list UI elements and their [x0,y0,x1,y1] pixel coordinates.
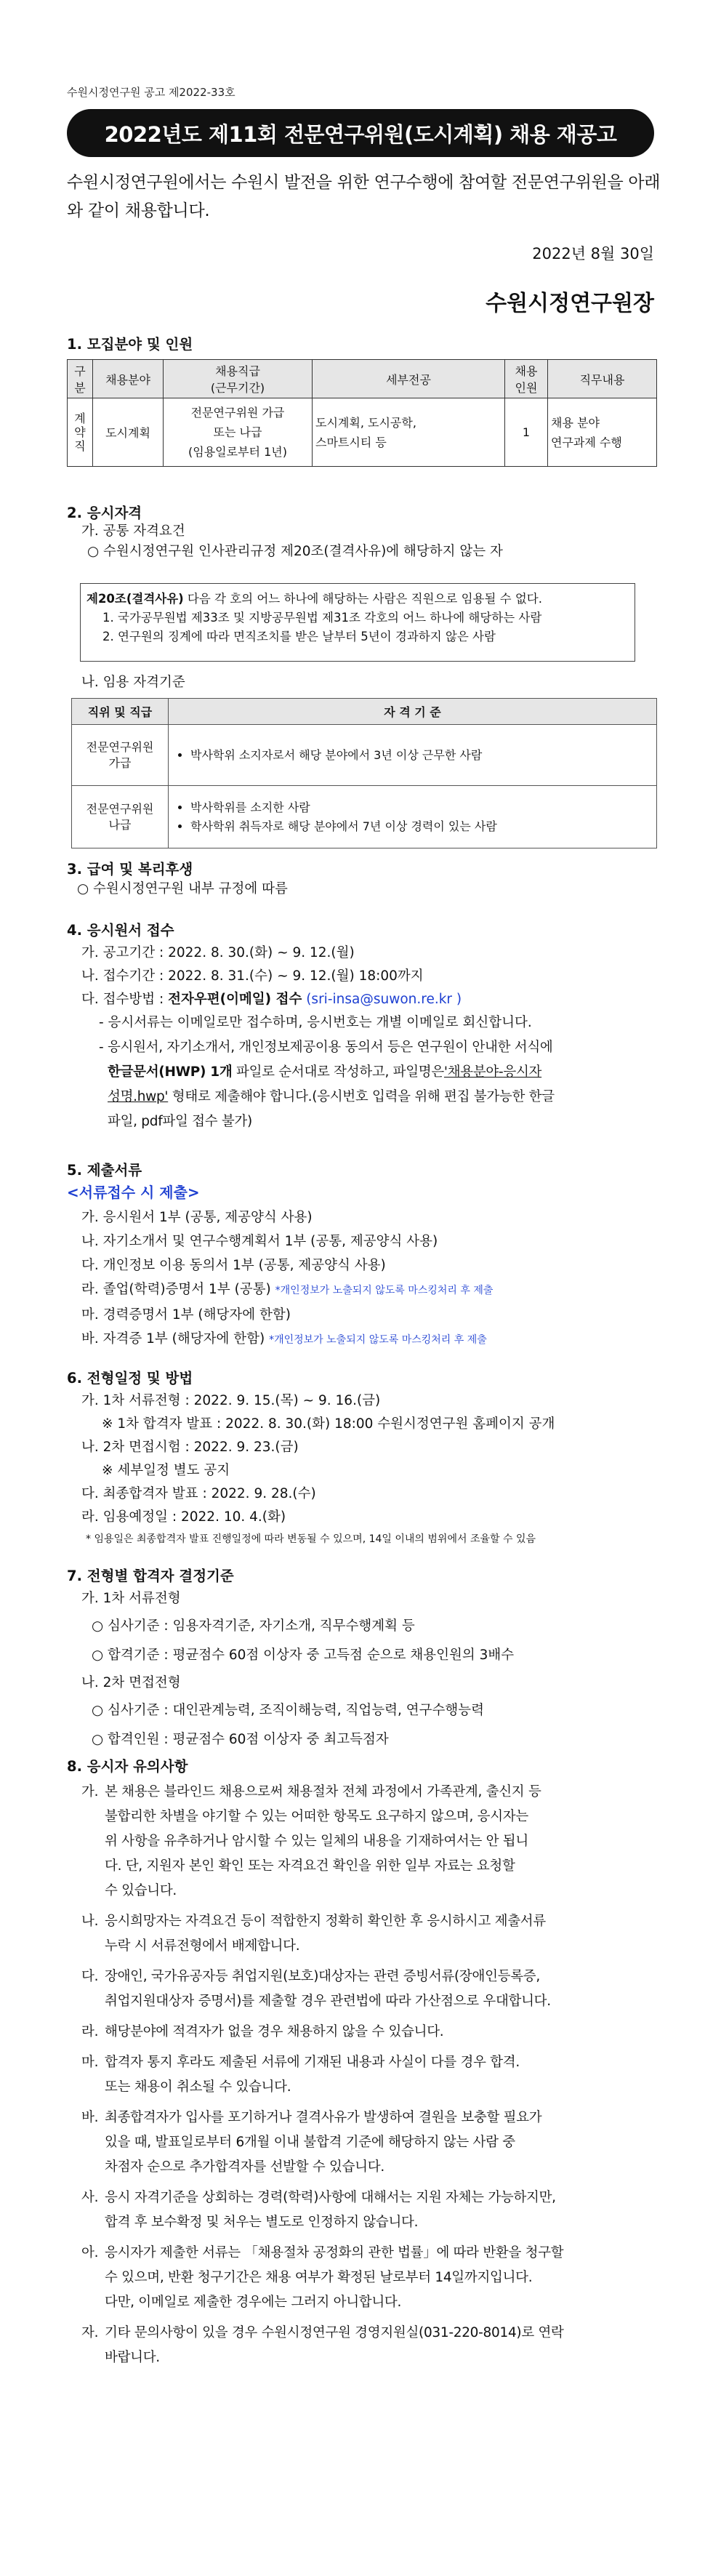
list-item [81,2186,656,2235]
section-4-c-method: 전자우편(이메일) 접수 [168,992,302,1007]
list-item-line: 기타 문의사항이 있을 경우 수원시정연구원 경영지원실(031-220-8014)로 연락 [105,2325,564,2340]
section-4-d2-line1: - 응시원서, 자기소개서, 개인정보제공이용 동의서 등은 연구원이 안내한 서식에 [99,1040,553,1055]
table-header-cell: 직위 및 직급 [72,699,169,725]
list-marker: 사. [81,2190,99,2205]
table-row [72,786,657,848]
table-header-cell: 직무내용 [548,360,657,398]
list-item-line: 취업지원대상자 증명서)를 제출할 경우 관련법에 따라 가산점으로 우대합니다. [105,1994,551,2009]
section-6-b: 나. 2차 면접시험 : 2022. 9. 23.(금) [81,1440,299,1455]
section-7-b: 나. 2차 면접전형 [81,1675,181,1690]
table-cell: 전문연구위원 가급 [72,725,169,786]
list-item-line: 합격자 통지 후라도 제출된 서류에 기재된 내용과 사실이 다를 경우 합격. [105,2055,520,2070]
list-item [81,2321,656,2370]
section-4-d2-line3: 형태로 제출해야 합니다.(응시번호 입력을 위해 편집 불가능한 한글 [168,1089,555,1104]
section-5-sub: <서류접수 시 제출> [67,1184,200,1201]
list-item-line: 최종합격자가 입사를 포기하거나 결격사유가 발생하여 결원을 보충할 필요가 [105,2110,542,2125]
list-item-text: 라. 졸업(학력)증명서 1부 (공통) [81,1282,275,1297]
section-2-a1: ○ 수원시정연구원 인사관리규정 제20조(결격사유)에 해당하지 않는 자 [87,544,503,559]
table-cell: 도시계획 [93,398,164,467]
list-item-line: 다. 단, 지원자 본인 확인 또는 자격요건 확인을 위한 일부 자료는 요청할 [105,1858,515,1874]
list-marker: 나. [81,1914,99,1929]
list-item [81,2020,656,2045]
section-6-b-note: ※ 세부일정 별도 공지 [102,1463,230,1478]
issuer-name: 수원시정연구원장 [486,291,654,316]
list-marker: 아. [81,2245,99,2260]
section-4-c-label: 다. 접수방법 : [81,992,169,1007]
list-item [81,1327,493,1352]
list-item-body [105,2106,541,2180]
section-7-a: 가. 1차 서류전형 [81,1591,181,1606]
table-cell: 전문연구위원 나급 [72,786,169,848]
section-6-a-note: ※ 1차 합격자 발표 : 2022. 8. 30.(화) 18:00 수원시정연구원 홈페이지 공개 [102,1416,555,1432]
list-marker: 바. [81,2110,99,2125]
section-3-heading: 3. 급여 및 복리후생 [67,861,193,878]
list-item-body [105,1780,541,1903]
list-marker: 라. [81,2024,99,2039]
table-row [68,398,657,467]
section-4-d2-line4: 파일, pdf파일 접수 불가) [108,1114,252,1129]
section-7-heading: 7. 전형별 합격자 결정기준 [67,1568,234,1584]
qualification-table [71,698,657,848]
list-item: 마. 경력증명서 1부 (해당자에 한함) [81,1307,291,1323]
list-marker: 마. [81,2055,99,2070]
list-item [81,1277,493,1303]
list-item-line: 응시 자격기준을 상회하는 경력(학력)사항에 대해서는 지원 자체는 가능하지만, [105,2190,556,2205]
list-item-line: 차점자 순으로 추가합격자를 선발할 수 있습니다. [105,2159,384,2175]
list-item-body [105,1909,546,1959]
notes-list [81,1780,656,2376]
page-title: 2022년도 제11회 전문연구위원(도시계획) 채용 재공고 [67,109,654,157]
list-item [81,2050,656,2100]
section-4-d2 [99,1035,658,1134]
box-title: 제20조(결격사유) [86,592,184,606]
section-4-d1: - 응시서류는 이메일로만 접수하며, 응시번호는 개별 이메일로 회신합니다. [99,1015,532,1030]
document-list [81,1205,493,1352]
list-item-line: 장애인, 국가유공자등 취업지원(보호)대상자는 관련 증빙서류(장애인등록증, [105,1969,540,1984]
section-4-a: 가. 공고기간 : 2022. 8. 30.(화) ~ 9. 12.(월) [81,945,355,960]
list-item-body [105,2241,563,2315]
list-item-body [105,1965,551,2014]
table-header-row [68,360,657,398]
section-7-b2: ○ 합격인원 : 평균점수 60점 이상자 중 최고득점자 [92,1732,389,1747]
list-item-body [105,2020,443,2045]
list-marker: 자. [81,2325,99,2340]
table-cell: 전문연구위원 가급 또는 나급 (임용일로부터 1년) [164,398,313,467]
list-item-text: 바. 자격증 1부 (해당자에 한함) [81,1331,270,1347]
section-6-heading: 6. 전형일정 및 방법 [67,1370,193,1387]
list-item [81,1909,656,1959]
table-header-cell: 채용 인원 [505,360,548,398]
table-cell [169,786,657,848]
box-item-2: 2. 연구원의 징계에 따라 면직조치를 받은 날부터 5년이 경과하지 않은 사람 [102,630,496,643]
table-header-row [72,699,657,725]
list-item-body [105,2186,556,2235]
notice-date: 2022년 8월 30일 [532,245,654,262]
filename-format-1: '채용분야-응시자 [443,1064,542,1080]
section-2-heading: 2. 응시자격 [67,505,142,521]
section-2-a: 가. 공통 자격요건 [81,523,185,539]
list-item: 가. 응시원서 1부 (공통, 제공양식 사용) [81,1210,313,1225]
list-item: 나. 자기소개서 및 연구수행계획서 1부 (공통, 제공양식 사용) [81,1234,438,1249]
box-text: 다음 각 호의 어느 하나에 해당하는 사람은 직원으로 임용될 수 없다. [183,592,542,606]
table-header-cell: 세부전공 [313,360,505,398]
table-header-cell: 채용직급 (근무기간) [164,360,313,398]
list-item-line: 수 있으며, 반환 청구기간은 채용 여부가 확정된 날로부터 14일까지입니다. [105,2270,533,2285]
section-7-a1: ○ 심사기준 : 임용자격기준, 자기소개, 직무수행계획 등 [92,1618,415,1634]
section-6-d: 라. 임용예정일 : 2022. 10. 4.(화) [81,1509,286,1525]
section-2-b: 나. 임용 자격기준 [81,675,185,690]
list-item-line: 본 채용은 블라인드 채용으로써 채용절차 전체 과정에서 가족관계, 출신지 등 [105,1784,541,1799]
section-7-a2: ○ 합격기준 : 평균점수 60점 이상자 중 고득점 순으로 채용인원의 3배수 [92,1648,515,1663]
list-item-line: 합격 후 보수확정 및 처우는 별도로 인정하지 않습니다. [105,2215,419,2230]
intro-text: 수원시정연구원에서는 수원시 발전을 위한 연구수행에 참여할 전문연구위원을 아래와 같이 채용합니다. [67,173,661,220]
list-item [81,1780,656,1903]
list-item-line: 해당분야에 적격자가 없을 경우 채용하지 않을 수 있습니다. [105,2024,444,2039]
list-item-line: 있을 때, 발표일로부터 6개월 이내 불합격 기준에 해당하지 않는 사람 중 [105,2135,515,2150]
section-4-b: 나. 접수기간 : 2022. 8. 31.(수) ~ 9. 12.(월) 18:00까지 [81,968,424,984]
section-4-heading: 4. 응시원서 접수 [67,922,174,939]
list-item: • 학사학위 취득자로 해당 분야에서 7년 이상 경력이 있는 사람 [190,817,650,836]
list-marker: 다. [81,1969,99,1984]
list-marker: 가. [81,1784,99,1799]
list-item-line: 누락 시 서류전형에서 배제합니다. [105,1938,300,1954]
table-cell: 도시계획, 도시공학, 스마트시티 등 [313,398,505,467]
list-item-body [105,2321,564,2370]
table-cell: 1 [505,398,548,467]
section-1-heading: 1. 모집분야 및 인원 [67,336,193,353]
section-4-d2-line2: 파일로 순서대로 작성하고, 파일명은 [232,1064,444,1080]
list-item-line: 응시희망자는 자격요건 등이 적합한지 정확히 확인한 후 응시하시고 제출서류 [105,1914,546,1929]
list-item [81,1965,656,2014]
section-5-heading: 5. 제출서류 [67,1162,142,1179]
table-cell: 채용 분야 연구과제 수행 [548,398,657,467]
table-row [72,725,657,786]
recruitment-table [67,359,657,467]
list-item-body [105,2050,520,2100]
list-item: • 박사학위를 소지한 사람 [190,798,650,817]
list-item [81,2241,656,2315]
list-item-line: 바랍니다. [105,2350,160,2365]
table-header-cell: 자 격 기 준 [169,699,657,725]
section-8-heading: 8. 응시자 유의사항 [67,1758,188,1775]
table-header-cell: 구분 [68,360,93,398]
section-6-d-note: * 임용일은 최종합격자 발표 진행일정에 따라 변동될 수 있으며, 14일 이내의 범위에서 조율할 수 있음 [86,1533,536,1545]
filename-format-2: 성명.hwp' [108,1089,169,1104]
list-item-line: 수 있습니다. [105,1883,177,1898]
list-item: 다. 개인정보 이용 동의서 1부 (공통, 제공양식 사용) [81,1258,386,1273]
table-cell: 계 약 직 [68,398,93,467]
section-6-c: 다. 최종합격자 발표 : 2022. 9. 28.(수) [81,1486,316,1501]
section-6-a: 가. 1차 서류전형 : 2022. 9. 15.(목) ~ 9. 16.(금) [81,1393,381,1408]
box-item-1: 1. 국가공무원법 제33조 및 지방공무원법 제31조 각호의 어느 하나에 해당하는 사람 [102,611,542,625]
list-item-line: 위 사항을 유추하거나 암시할 수 있는 일체의 내용을 기재하여서는 안 됩니 [105,1834,528,1849]
masking-note: *개인정보가 노출되지 않도록 마스킹처리 후 제출 [269,1334,487,1346]
contact-email: (sri-insa@suwon.re.kr ) [306,992,462,1007]
notice-number: 수원시정연구원 공고 제2022-33호 [67,86,235,99]
hwp-format: 한글문서(HWP) 1개 [108,1064,233,1080]
list-item [81,2106,656,2180]
list-item-line: 응시자가 제출한 서류는 「채용절차 공정화의 관한 법률」에 따라 반환을 청구할 [105,2245,564,2260]
section-7-b1: ○ 심사기준 : 대인관계능력, 조직이해능력, 직업능력, 연구수행능력 [92,1703,484,1718]
table-cell [169,725,657,786]
masking-note: *개인정보가 노출되지 않도록 마스킹처리 후 제출 [275,1285,494,1296]
disqualification-box [80,583,635,662]
table-header-cell: 채용분야 [93,360,164,398]
list-item-line: 다만, 이메일로 제출한 경우에는 그러지 아니합니다. [105,2295,402,2310]
list-item-line: 불합리한 차별을 야기할 수 있는 어떠한 항목도 요구하지 않으며, 응시자는 [105,1809,528,1824]
section-3-line: ○ 수원시정연구원 내부 규정에 따름 [77,881,288,896]
section-4-c [81,989,462,1011]
list-item: • 박사학위 소지자로서 해당 분야에서 3년 이상 근무한 사람 [190,746,650,765]
list-item-line: 또는 채용이 취소될 수 있습니다. [105,2079,291,2095]
